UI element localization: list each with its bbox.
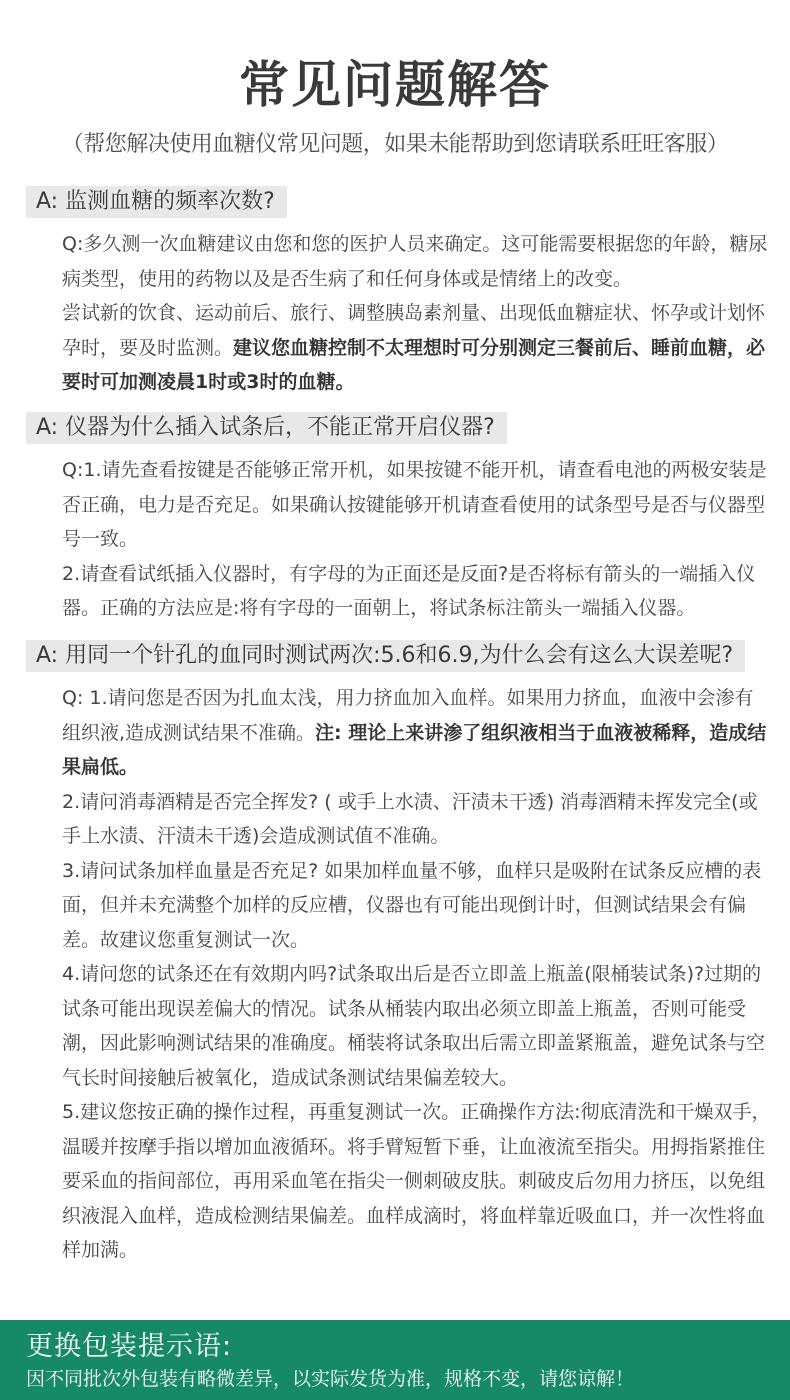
answer-paragraph — [62, 296, 772, 400]
faq-answer-startup — [62, 453, 772, 626]
answer-text: 尝试新的饮食、运动前后、旅行、调整胰岛素剂量、出现低血糖症状、怀孕或计划怀孕时，要及时监测。 — [62, 302, 766, 359]
faq-question-error: A: 用同一个针孔的血同时测试两次:5.6和6.9,为什么会有这么大误差呢? — [26, 640, 745, 672]
faq-answer-frequency — [62, 227, 772, 400]
answer-paragraph: Q:多久测一次血糖建议由您和您的医护人员来确定。这可能需要根据您的年龄，糖尿病类型，使用的药物以及是否生病了和任何身体或是情绪上的改变。 — [62, 233, 768, 290]
answer-paragraph: 2.请问消毒酒精是否完全挥发? ( 或手上水渍、汗渍未干透) 消毒酒精未挥发完全(或手上水渍、汗渍未干透)会造成测试值不准确。 — [62, 790, 758, 847]
faq-question-startup: A: 仪器为什么插入试条后，不能正常开启仪器? — [26, 412, 507, 444]
answer-paragraph: 2.请查看试纸插入仪器时，有字母的为正面还是反面?是否将标有箭头的一端插入仪器。正确的方法应是:将有字母的一面朝上，将试条标注箭头一端插入仪器。 — [62, 562, 756, 619]
page-title: 常见问题解答 — [239, 56, 551, 114]
answer-paragraph: 4.请问您的试条还在有效期内吗?试条取出后是否立即盖上瓶盖(限桶装试条)?过期的试条可能出现误差偏大的情况。试条从桶装内取出必须立即盖上瓶盖，否则可能受潮，因此影响测试结果的准确度。桶装将试条取出后需立即盖紧瓶盖，避免试条与空气长时间接触后被氧化，造成试条测试结果偏差较大。 — [62, 963, 766, 1089]
answer-text: Q: 1.请问您是否因为扎血太浅，用力挤血加入血样。如果用力挤血，血液中会渗有组织液,造成测试结果不准确。 — [62, 687, 754, 744]
faq-answer-error — [62, 681, 772, 1268]
page-subtitle: （帮您解决使用血糖仪常见问题，如果未能帮助到您请联系旺旺客服） — [61, 132, 729, 157]
answer-paragraph — [62, 681, 772, 785]
answer-emphasis: 建议您血糖控制不太理想时可分别测定三餐前后、睡前血糖，必要时可加测凌晨1时或3时的血糖。 — [62, 336, 766, 393]
faq-question-frequency: A: 监测血糖的频率次数? — [26, 186, 287, 218]
answer-paragraph: 5.建议您按正确的操作过程，再重复测试一次。正确操作方法:彻底清洗和干燥双手，温暖并按摩手指以增加血液循环。将手臂短暂下垂，让血液流至指尖。用拇指紧推住要采血的指间部位，再用采血笔在指尖一侧刺破皮肤。刺破皮后勿用力挤压，以免组织液混入血样，造成检测结果偏差。血样成滴时，将血样靠近吸血口，并一次性将血样加满。 — [62, 1101, 771, 1261]
answer-paragraph: 3.请问试条加样血量是否充足? 如果加样血量不够，血样只是吸附在试条反应槽的表面，但并未充满整个加样的反应槽，仪器也有可能出现倒计时，但测试结果会有偏差。故建议您重复测试一次。 — [62, 859, 762, 951]
answer-emphasis: 注: 理论上来讲渗了组织液相当于血液被稀释，造成结果扁低。 — [62, 721, 767, 778]
notice-title: 更换包装提示语: — [26, 1331, 233, 1362]
notice-banner — [0, 1320, 790, 1400]
answer-paragraph: Q:1.请先查看按键是否能够正常开机，如果按键不能开机，请查看电池的两极安装是否正确，电力是否充足。如果确认按键能够开机请查看使用的试条型号是否与仪器型号一致。 — [62, 459, 767, 550]
notice-text: 因不同批次外包装有略微差异，以实际发货为准，规格不变，请您谅解！ — [26, 1368, 635, 1390]
